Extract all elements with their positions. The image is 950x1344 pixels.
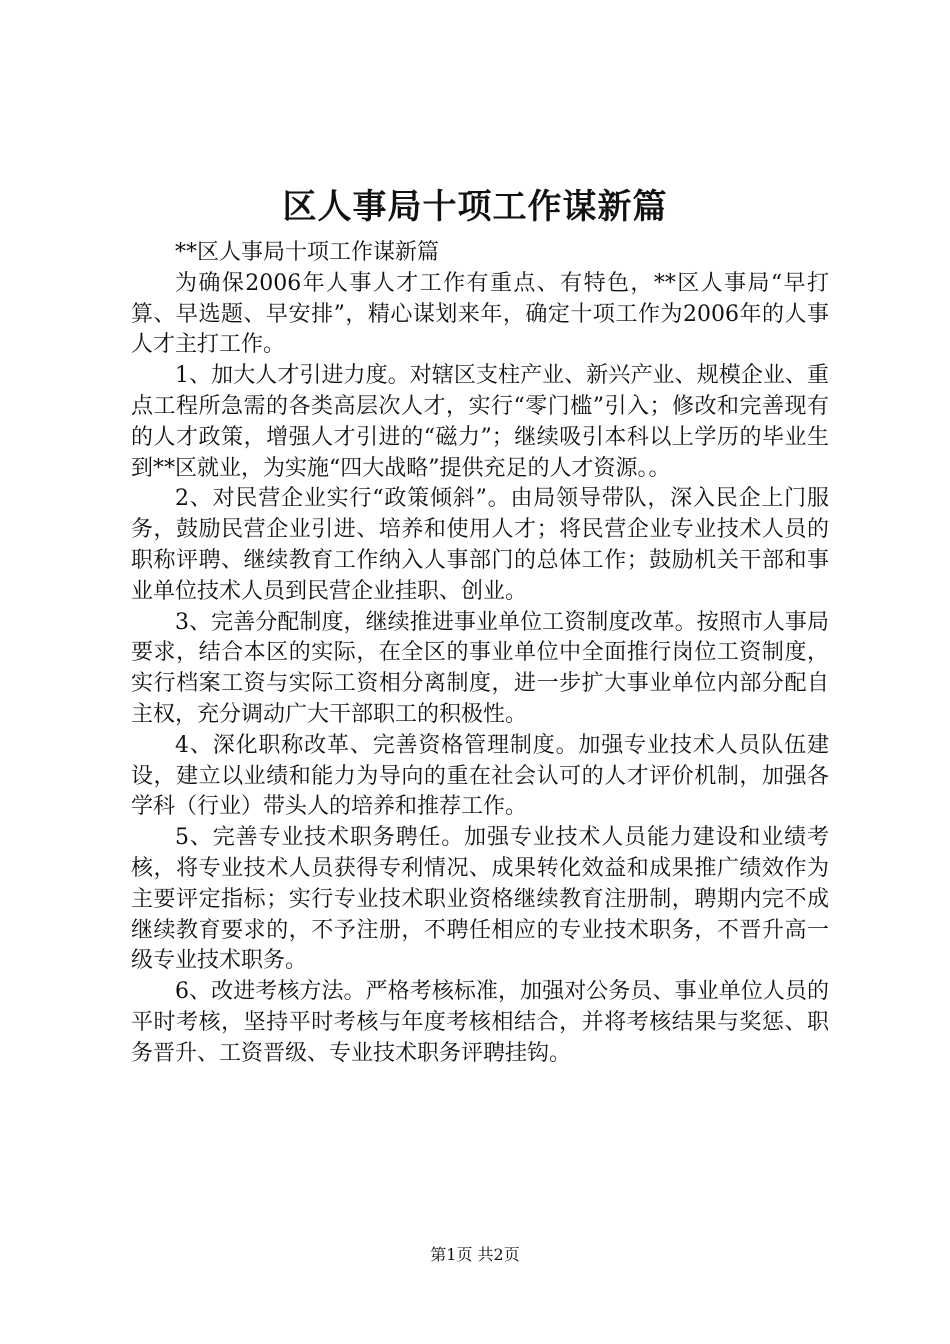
- paragraph-subtitle: **区人事局十项工作谋新篇: [175, 240, 440, 265]
- paragraph-item-3: 3、完善分配制度，继续推进事业单位工资制度改革。按照市人事局要求，结合本区的实际，在全区的事业单位中全面推行岗位工资制度，实行档案工资与实际工资相分离制度，进一步扩大事业单位内部分配自主权，充分调动广大干部职工的积极性。: [131, 609, 829, 727]
- paragraph-item-6: 6、改进考核方法。严格考核标准，加强对公务员、事业单位人员的平时考核，坚持平时考核与年度考核相结合，并将考核结果与奖惩、职务晋升、工资晋级、专业技术职务评聘挂钩。: [131, 979, 829, 1066]
- paragraph-item-1: 1、加大人才引进力度。对辖区支柱产业、新兴产业、规模企业、重点工程所急需的各类高层次人才，实行“零门槛”引入；修改和完善现有的人才政策，增强人才引进的“磁力”；继续吸引本科以上学历的毕业生到**区就业，为实施“四大战略”提供充足的人才资源。。: [131, 363, 829, 481]
- paragraph-item-5: 5、完善专业技术职务聘任。加强专业技术人员能力建设和业绩考核，将专业技术人员获得专利情况、成果转化效益和成果推广绩效作为主要评定指标；实行专业技术职业资格继续教育注册制，聘期内完不成继续教育要求的，不予注册，不聘任相应的专业技术职务，不晋升高一级专业技术职务。: [131, 825, 829, 974]
- paragraph-intro: 为确保2006年人事人才工作有重点、有特色，**区人事局“早打算、早选题、早安排”，精心谋划来年，确定十项工作为2006年的人事人才主打工作。: [131, 270, 829, 358]
- page-number-footer: 第1页 共2页: [430, 1245, 520, 1264]
- document-body: [131, 238, 829, 1070]
- paragraph-item-4: 4、深化职称改革、完善资格管理制度。加强专业技术人员队伍建设，建立以业绩和能力为导向的重在社会认可的人才评价机制，加强各学科（行业）带头人的培养和推荐工作。: [131, 732, 829, 820]
- paragraph-item-2: 2、对民营企业实行“政策倾斜”。由局领导带队，深入民企上门服务，鼓励民营企业引进、培养和使用人才；将民营企业专业技术人员的职称评聘、继续教育工作纳入人事部门的总体工作；鼓励机关干部和事业单位技术人员到民营企业挂职、创业。: [131, 486, 829, 604]
- document-title: 区人事局十项工作谋新篇: [282, 187, 668, 227]
